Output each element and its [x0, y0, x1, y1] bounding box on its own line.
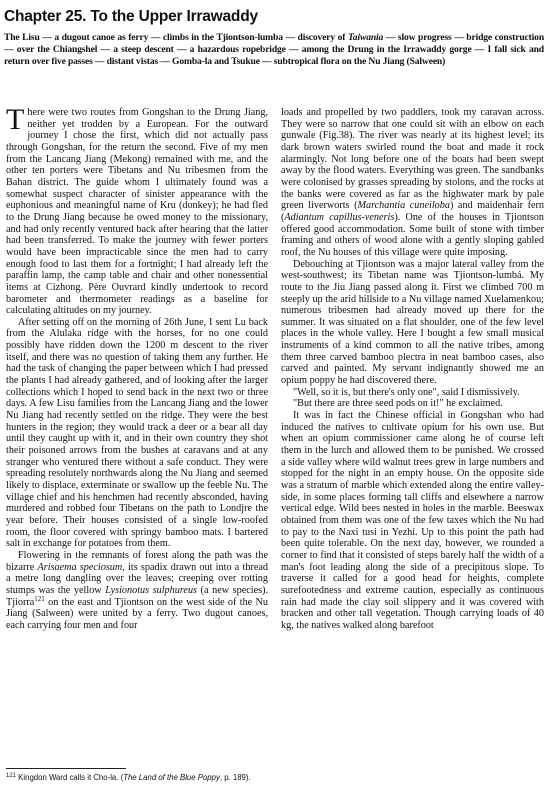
paragraph-text: here were two routes from Gongshan to the Drung Jiang, neither yet trodden by a European. For the outward journey I chose the first, which did not actually pass through Gongshan, for the return the second. Five of my men from the Lancang Jiang (Mekong) remained with me, and the other ten porters were Tibetans and Nu tribesmen from the Bahan district. The guide whom I ultimately found was a somewhat suspect character of sinister appearance with the euphonious and meaningful name of Kru (donkey); he had fled to the Drung Jiang because he owed money to the missionary, and had only recently ventured back after hearing that the latter had been transferred. To make the journey with fewer porters would have been impracticable since the men had to carry enough food to last them for a fortnight; I had already left the paraffin lamp, the camp table and chair and other nonessential items at Cizhong. Père Ouvrard kindly undertook to record barometer and thermometer readings as a baseline for calculating altitudes on my journey.	[6, 107, 268, 317]
species-name: Adiantum capillus-veneris	[284, 211, 395, 223]
paragraph-text: on the east and Tjiontson on the west side of the Nu Jiang (Salween) were united by a ferry. Two dugout canoes, each carrying four men and four	[6, 596, 268, 631]
paragraph-text: , its spadix drawn out into a thread a metre long dangling over the leaves; creeping over rotting stumps was the yellow	[6, 561, 268, 596]
paragraph: "But there are three seed pods on it!" he exclaimed.	[293, 398, 503, 410]
paragraph-text: Flowering in the remnants of forest along the path was the bizarre	[6, 549, 268, 573]
synopsis-text: — slow progress — bridge construction — over the Chiangshel — a steep descent — a hazardous ropebridge — among the Drung in the Irrawaddy gorge — I fall sick and return over five passes — distant vistas — Gomba-la and Tsukue — subtropical flora on the Nu Jiang (Salween)	[4, 32, 545, 67]
left-column	[6, 103, 269, 632]
paragraph	[6, 550, 268, 632]
paragraph: After setting off on the morning of 26th June, I sent Lu back from the Alulaka ridge with the horses, for no one could possibly have ridden down the 1200 m descent to the river itself, and there was no question of taking them any further. He had the task of changing the paper between which I had pressed the plants I had already gathered, and of looking after the larger collections which I hoped to send back in the next two or three days. A few Lisu families from the Lancang Jiang and the lower Nu Jiang had recently settled on the ridge. They were the best hunters in the region; they would track a deer or a bear all day until they caught up with it, and in their own country they shot their poisoned arrows from the bushes at caravans and at any stranger who ventured there without a safe conduct. They were spreading resolutely northwards along the Nu Jiang and seemed likely to displace, exterminate or swallow up the feeble Nu. The village chief and his henchmen had recently absconded, having murdered and robbed four Tibetans on the path to Londjre the year before. Their houses consisted of a single low-roofed room, the floor covered with springy bamboo mats. I bartered salt in exchange for potatoes from them.	[6, 316, 268, 550]
species-name: Marchantia cuneiloba	[357, 200, 450, 212]
paragraph-text: (a new species). Tjiorra	[6, 584, 269, 608]
paragraph-text: loads and propelled by two paddlers, took my caravan across. They were so narrow that one could sit with an elbow on each gunwale (Fig.38). The river was nearly at its highest level; its dark brown waters swirled round the boat and made it rock alarmingly. Not long before one of the boats had been swept away by the flood waters. Everything was green. The sandbanks were colonised by grasses spreading by stolons, and the rocks at the banks were covered as far as the highwater mark by pale green liverworts (	[281, 107, 544, 212]
paragraph: Debouching at Tjiontson was a major lateral valley from the west-southwest; its Tibetan name was Tjiontson-lumbá. My route to the Jiu Jiang passed along it. First we climbed 700 m steeply up the arid hillside to a Nu village named Xuelamenkou; numerous tribesmen had already moved up there for the summer. It was situated on a flat shoulder, one of the few level places in the whole valley. Here I bought a few small musical instruments of a kind common to all the native tribes, among them three carved bamboo plectra in neat bamboo cases, also carved and painted. My servant indignantly showed me an opium poppy he had discovered there.	[281, 258, 544, 387]
chapter-synopsis	[4, 32, 544, 68]
footnote-book-title: The Land of the Blue Poppy	[123, 773, 220, 782]
paragraph: It was in fact the Chinese official in Gongshan who had induced the natives to cultivate opium for his own use. But when an opium commissioner came along he of course left them in the lurch and allowed them to be punished. We crossed a side valley where wild walnut trees grew in large numbers and stopped for the night in an empty house. On the opposite side was a stratum of marble which extended along the entire valley-side, in some places forming tall cliffs and elsewhere a narrow vertical edge. Wild bees nested in holes in the marble. Beeswax obtained from them was one of the few taxes which the Nu had to pay to the Naxi tusi in Yezhi. Up to this point the path had been quite tolerable. On the next day, however, we rounded a corner to find that it consisted of steps barely half the width of a man's foot leading along the side of a precipitous slope. To traverse it called for a good head for heights, complete surefootedness and extreme caution, especially as continuous rain had made the clay soil slippery and it was covered with bracken and other tall vegetation. Though carrying loads of 40 kg, the natives walked along barefoot	[281, 410, 544, 631]
footnote-marker[interactable]: 121	[34, 594, 45, 603]
footnote-divider	[6, 768, 126, 769]
footnote-text: , p. 189).	[219, 773, 251, 782]
paragraph-text: ). One of the houses in Tjiontson offered good accommodation. Some built of stone with timber framing and others of wood alone with a gently sloping gabled roof, the Nu houses of this village were quite imposing.	[281, 211, 544, 258]
footnote-number: 121	[6, 773, 17, 779]
species-name: Lysionotus sulphureus	[105, 584, 198, 596]
chapter-title: Chapter 25. To the Upper Irrawaddy	[4, 8, 258, 25]
right-column	[281, 107, 544, 632]
drop-cap: T	[6, 103, 25, 136]
paragraph-text: ) and maidenhair fern (	[281, 200, 545, 223]
paragraph: "Well, so it is, but there's only one", said I dismissively.	[293, 386, 520, 398]
footnote-text: Kingdon Ward calls it Cho-la. (	[16, 773, 124, 782]
species-name: Arisaema speciosum	[37, 561, 123, 573]
footnote	[6, 773, 268, 784]
paragraph	[6, 103, 268, 317]
synopsis-italic-taxon: Taiwania	[347, 32, 384, 43]
paragraph	[281, 107, 544, 259]
synopsis-text: The Lisu — a dugout canoe as ferry — climbs in the Tjiontson-lumba — discovery of	[4, 32, 348, 43]
